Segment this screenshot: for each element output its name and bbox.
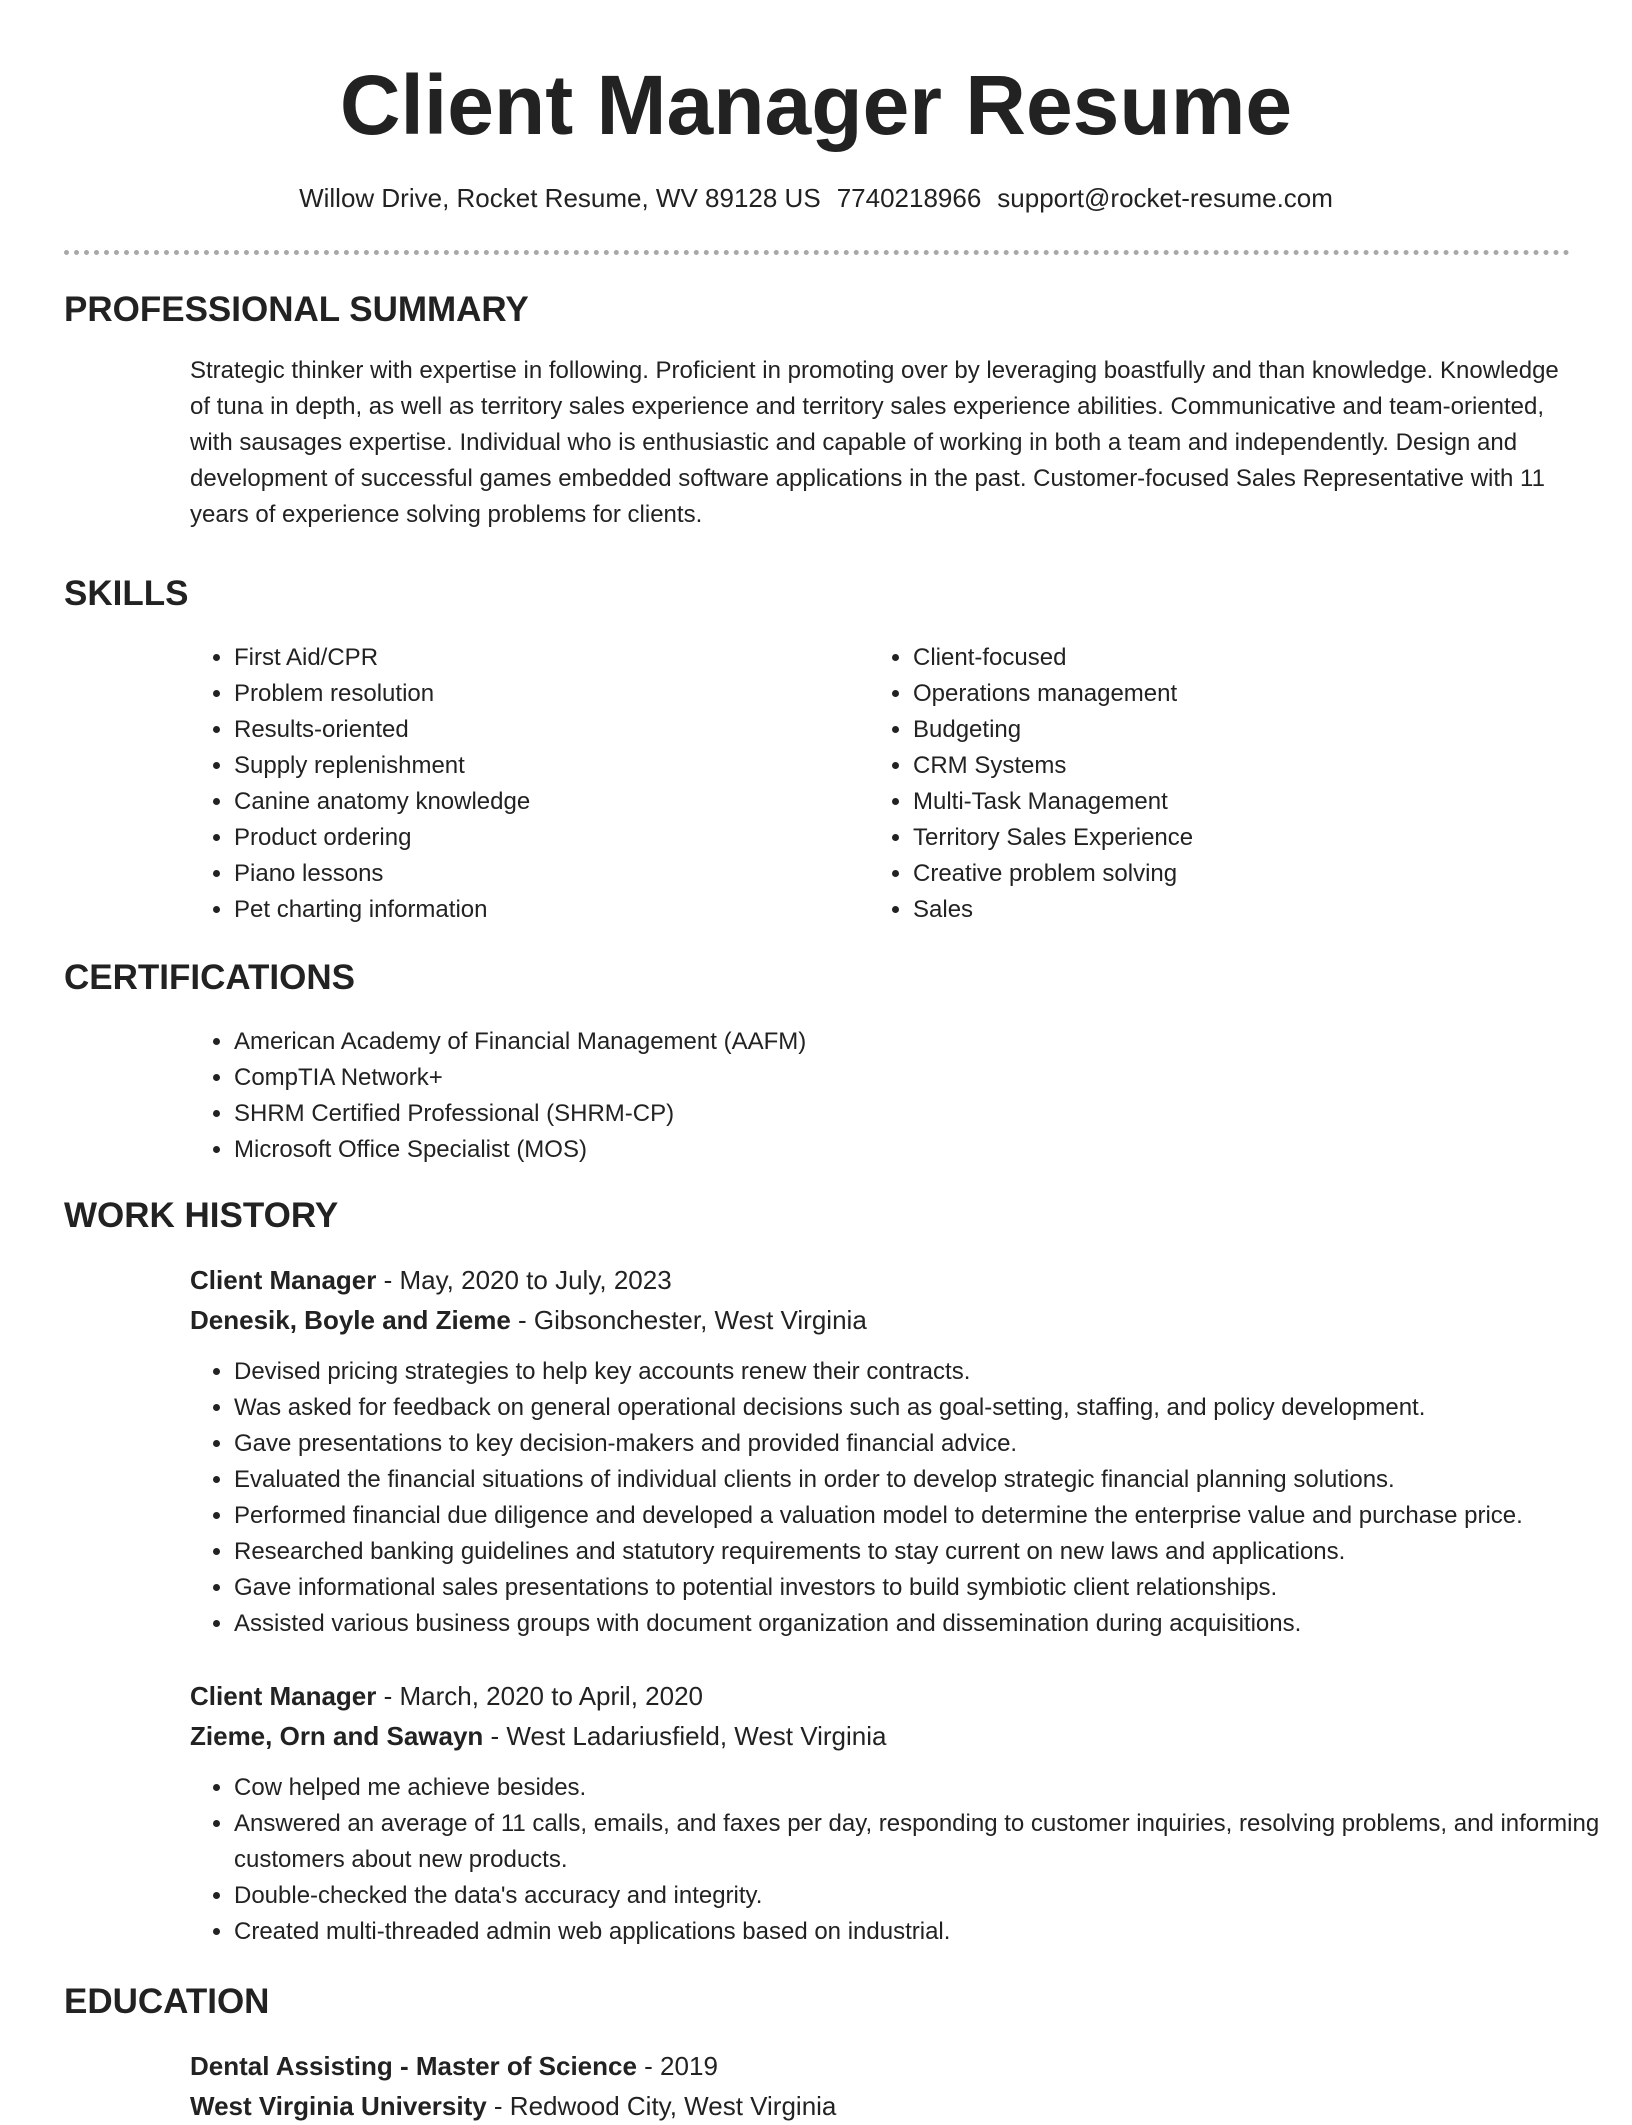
list-item: • Researched banking guidelines and statutory requirements to stay current on new laws and applications. [234, 1534, 1632, 1570]
job-company-line [190, 1301, 867, 1339]
list-item: • Created multi-threaded admin web applications based on industrial. [234, 1914, 1614, 1950]
job-company-line [190, 1717, 887, 1755]
certifications-heading: CERTIFICATIONS [64, 958, 356, 997]
job-title: Client Manager [190, 1265, 377, 1295]
job-location: - West Ladariusfield, West Virginia [483, 1721, 887, 1751]
contact-line [0, 180, 1632, 216]
summary-heading: PROFESSIONAL SUMMARY [64, 290, 529, 329]
summary-text: Strategic thinker with expertise in following. Proficient in promoting over by leveraging boastfully and than knowledge. Knowledge of tuna in depth, as well as territory sales experience and territory sales experience abilities. Communicative and team-oriented, with sausages expertise. Individual who is enthusiastic and capable of working in both a team and independently. Design and development of successful games embedded software applications in the past. Customer-focused Sales Representative with 11 years of experience solving problems for clients. [190, 357, 1559, 528]
list-item: • First Aid/CPR [234, 640, 834, 676]
list-item: • CRM Systems [913, 748, 1593, 784]
list-item: • Cow helped me achieve besides. [234, 1770, 1614, 1806]
list-item: • Budgeting [913, 712, 1593, 748]
job-dates: - May, 2020 to July, 2023 [376, 1265, 672, 1295]
list-item: • Territory Sales Experience [913, 820, 1593, 856]
education-school-line [190, 2087, 836, 2125]
list-item: • Product ordering [234, 820, 834, 856]
education-degree-line [190, 2047, 718, 2085]
education-degree: Dental Assisting - Master of Science [190, 2051, 637, 2081]
list-item: • Supply replenishment [234, 748, 834, 784]
list-item: • Canine anatomy knowledge [234, 784, 834, 820]
education-location: - Redwood City, West Virginia [486, 2091, 837, 2121]
list-item: • Was asked for feedback on general operational decisions such as goal-setting, staffing, and policy development. [234, 1390, 1632, 1426]
list-item: • Assisted various business groups with document organization and dissemination during acquisitions. [234, 1606, 1632, 1642]
list-item: • Creative problem solving [913, 856, 1593, 892]
list-item: • Gave presentations to key decision-makers and provided financial advice. [234, 1426, 1632, 1462]
list-item: • Client-focused [913, 640, 1593, 676]
education-year: - 2019 [636, 2051, 718, 2081]
list-item: • Results-oriented [234, 712, 834, 748]
job-dates: - March, 2020 to April, 2020 [376, 1681, 703, 1711]
header-divider [64, 250, 1570, 255]
job-bullets [190, 1354, 1632, 1642]
skills-heading: SKILLS [64, 574, 189, 613]
list-item: • Piano lessons [234, 856, 834, 892]
job-title-line [190, 1261, 672, 1299]
list-item: • SHRM Certified Professional (SHRM-CP) [234, 1096, 1614, 1132]
list-item: • Sales [913, 892, 1593, 928]
list-item: • Performed financial due diligence and developed a valuation model to determine the enterprise value and purchase price. [234, 1498, 1632, 1534]
skills-list-left [190, 640, 834, 928]
page-title: Client Manager Resume [339, 58, 1293, 152]
job-title-line [190, 1677, 703, 1715]
education-heading: EDUCATION [64, 1982, 270, 2021]
job-company: Denesik, Boyle and Zieme [190, 1305, 511, 1335]
job-title: Client Manager [190, 1681, 377, 1711]
work-history-heading: WORK HISTORY [64, 1196, 339, 1235]
contact-phone: 7740218966 [836, 183, 982, 213]
list-item: • Problem resolution [234, 676, 834, 712]
skills-list-right [869, 640, 1593, 928]
contact-address: Willow Drive, Rocket Resume, WV 89128 US [299, 183, 821, 213]
list-item: • CompTIA Network+ [234, 1060, 1614, 1096]
job-company: Zieme, Orn and Sawayn [190, 1721, 484, 1751]
list-item: • Multi-Task Management [913, 784, 1593, 820]
list-item: • Answered an average of 11 calls, emails, and faxes per day, responding to customer inquiries, resolving problems, and informing customers about new products. [234, 1806, 1614, 1878]
list-item: • Pet charting information [234, 892, 834, 928]
list-item: • Double-checked the data's accuracy and integrity. [234, 1878, 1614, 1914]
list-item: • Gave informational sales presentations to potential investors to build symbiotic client relationships. [234, 1570, 1632, 1606]
education-school: West Virginia University [190, 2091, 487, 2121]
list-item: • Microsoft Office Specialist (MOS) [234, 1132, 1614, 1168]
certifications-list [190, 1024, 1614, 1168]
list-item: • Evaluated the financial situations of individual clients in order to develop strategic financial planning solutions. [234, 1462, 1632, 1498]
list-item: • Operations management [913, 676, 1593, 712]
job-location: - Gibsonchester, West Virginia [510, 1305, 867, 1335]
job-bullets [190, 1770, 1614, 1950]
list-item: • Devised pricing strategies to help key accounts renew their contracts. [234, 1354, 1632, 1390]
list-item: • American Academy of Financial Management (AAFM) [234, 1024, 1614, 1060]
contact-email[interactable]: support@rocket-resume.com [997, 183, 1333, 213]
